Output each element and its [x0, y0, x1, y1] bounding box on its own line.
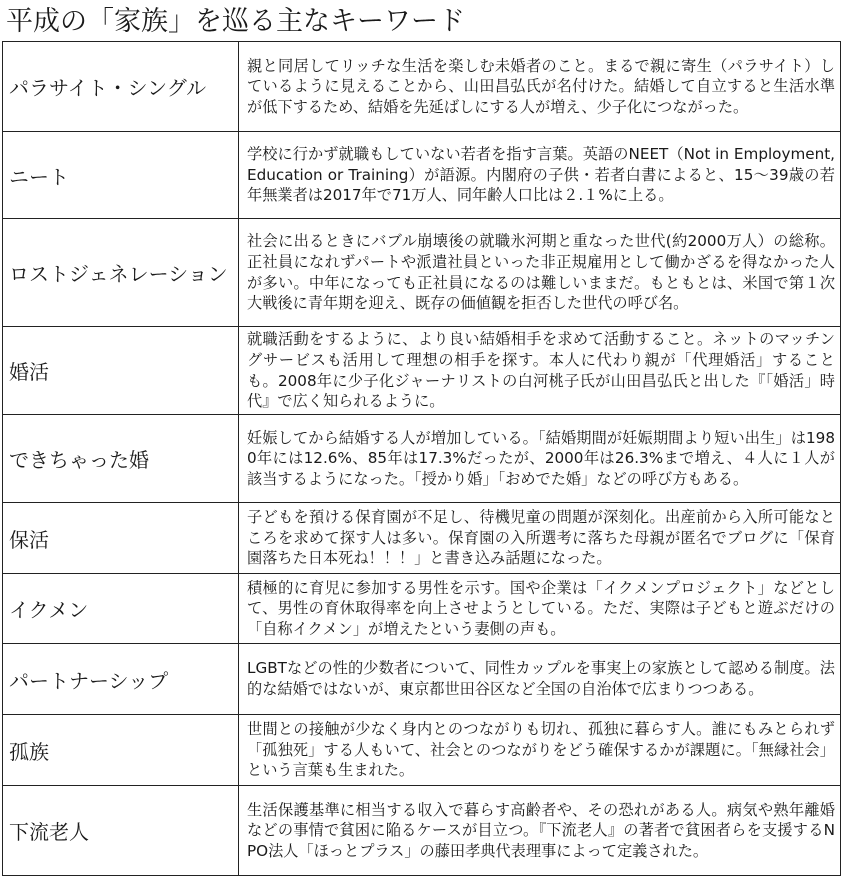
- keyword-description: 子どもを預ける保育園が不足し、待機児童の問題が深刻化。出産前から入所可能なところを求めて探す人は多い。保育園の入所選考に落ちた母親が匿名でブログに「保育園落ちた日本死ね！！！」と書き込み話題になった。: [239, 503, 841, 574]
- page-title: 平成の「家族」を巡る主なキーワード: [6, 6, 465, 37]
- table-row: [3, 644, 841, 715]
- keyword-term: パラサイト・シングル: [3, 42, 239, 132]
- table-row: [3, 574, 841, 644]
- keyword-description: 学校に行かず就職もしていない若者を指す言葉。英語のNEET（Not in Employment,Education or Training）が語源。内閣府の子供・若者白書によると、15～39歳の若年無業者は2017年で71万人、同年齢人口比は２.１%に上る。: [239, 132, 841, 219]
- table-row: [3, 503, 841, 574]
- table-row: [3, 219, 841, 327]
- table-row: [3, 415, 841, 503]
- keyword-term: できちゃった婚: [3, 415, 239, 503]
- table-row: [3, 786, 841, 876]
- keyword-term: ニート: [3, 132, 239, 219]
- keyword-description: 生活保護基準に相当する収入で暮らす高齢者や、その恐れがある人。病気や熟年離婚などの事情で貧困に陥るケースが目立つ。『下流老人』の著者で貧困者らを支援するNPO法人「ほっとプラス」の藤田孝典代表理事によって定義された。: [239, 786, 841, 876]
- keyword-term: 保活: [3, 503, 239, 574]
- keyword-description: 親と同居してリッチな生活を楽しむ未婚者のこと。まるで親に寄生（パラサイト）しているように見えることから、山田昌弘氏が名付けた。結婚して自立すると生活水準が低下するため、結婚を先延ばしにする人が増え、少子化につながった。: [239, 42, 841, 132]
- keyword-term: 婚活: [3, 327, 239, 415]
- table-row: [3, 327, 841, 415]
- keyword-description: 就職活動をするように、より良い結婚相手を求めて活動すること。ネットのマッチングサービスも活用して理想の相手を探す。本人に代わり親が「代理婚活」することも。2008年に少子化ジャーナリストの白河桃子氏が山田昌弘氏と出した『「婚活」時代』で広く知られるように。: [239, 327, 841, 415]
- keyword-term: パートナーシップ: [3, 644, 239, 715]
- keyword-description: 積極的に育児に参加する男性を示す。国や企業は「イクメンプロジェクト」などとして、男性の育休取得率を向上させようとしている。ただ、実際は子どもと遊ぶだけの「自称イクメン」が増えたという妻側の声も。: [239, 574, 841, 644]
- keyword-term: ロストジェネレーション: [3, 219, 239, 327]
- keyword-description: 妊娠してから結婚する人が増加している。「結婚期間が妊娠期間より短い出生」は1980年には12.6%、85年は17.3%だったが、2000年は26.3%まで増え、４人に１人が該当するようになった。「授かり婚」「おめでた婚」などの呼び方もある。: [239, 415, 841, 503]
- table-row: [3, 132, 841, 219]
- keyword-term: イクメン: [3, 574, 239, 644]
- keyword-term: 孤族: [3, 715, 239, 786]
- keyword-description: LGBTなどの性的少数者について、同性カップルを事実上の家族として認める制度。法的な結婚ではないが、東京都世田谷区など全国の自治体で広まりつつある。: [239, 644, 841, 715]
- keyword-term: 下流老人: [3, 786, 239, 876]
- keyword-table: [2, 41, 841, 876]
- table-row: [3, 715, 841, 786]
- keyword-description: 社会に出るときにバブル崩壊後の就職氷河期と重なった世代(約2000万人）の総称。正社員になれずパートや派遣社員といった非正規雇用として働かざるを得なかった人が多い。中年になっても正社員になるのは難しいままだ。もともとは、米国で第１次大戦後に青年期を迎え、既存の価値観を拒否した世代の呼び名。: [239, 219, 841, 327]
- table-row: [3, 42, 841, 132]
- keyword-description: 世間との接触が少なく身内とのつながりも切れ、孤独に暮らす人。誰にもみとられず「孤独死」する人もいて、社会とのつながりをどう確保するかが課題に。「無縁社会」という言葉も生まれた。: [239, 715, 841, 786]
